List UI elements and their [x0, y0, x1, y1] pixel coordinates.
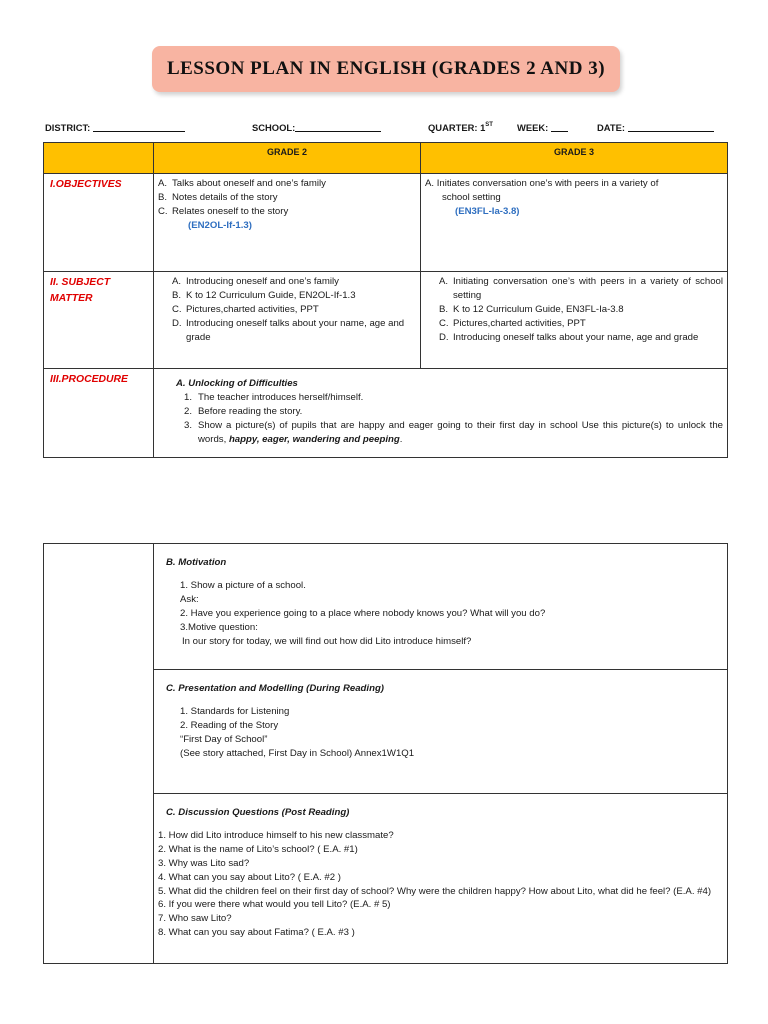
label-column-empty: [44, 544, 154, 964]
week-field[interactable]: [517, 121, 548, 135]
grade3-header: GRADE 3: [421, 143, 728, 174]
list-item: B. Notes details of the story: [158, 191, 278, 203]
list-item: 2. Have you experience going to a place where nobody knows you? What will you do?: [180, 607, 546, 619]
question-item: 3. Why was Lito sad?: [158, 857, 250, 869]
list-item: In our story for today, we will find out how did Lito introduce himself?: [182, 635, 472, 647]
lesson-plan-table-continued: [43, 543, 728, 964]
list-item: A. Initiating conversation one’s with peers in a variety of school setting: [439, 276, 723, 301]
question-item: 2. What is the name of Lito’s school? ( E.A. #1): [158, 843, 358, 855]
objectives-grade3-cell: [421, 174, 728, 272]
info-row: [45, 121, 735, 135]
list-item: A. Initiates conversation one’s with peers in a variety of: [425, 178, 659, 189]
list-item: 1. Standards for Listening: [180, 705, 290, 717]
subject-grade2-cell: [154, 272, 421, 369]
list-item: 1. Show a picture of a school.: [180, 579, 306, 591]
quarter-field: [428, 121, 493, 135]
list-item: C. Pictures,charted activities, PPT: [439, 317, 586, 329]
list-item: “First Day of School”: [180, 733, 268, 745]
school-field[interactable]: [252, 121, 295, 135]
quarter-label: QUARTER: 1: [428, 122, 486, 133]
title-banner: [152, 46, 620, 92]
vocabulary-words: happy, eager, wandering and peeping: [228, 433, 400, 445]
procedure-label: III.PROCEDURE: [44, 369, 154, 458]
week-label: WEEK:: [517, 122, 549, 133]
list-item: D. Introducing oneself talks about your name, age and grade: [172, 317, 405, 343]
list-item: B. K to 12 Curriculum Guide, EN3FL-Ia-3.8: [439, 303, 624, 315]
objectives-label: I.OBJECTIVES: [44, 174, 154, 272]
objectives-grade2-cell: [154, 174, 421, 272]
list-item: A. Introducing oneself and one’s family: [172, 276, 339, 287]
list-item-continued: school setting: [442, 191, 501, 203]
question-item: 6. If you were there what would you tell Lito? (E.A. # 5): [158, 899, 391, 911]
grade2-header: GRADE 2: [154, 143, 421, 174]
list-item: 2. Reading of the Story: [180, 719, 279, 731]
unlocking-heading: A. Unlocking of Difficulties: [176, 378, 298, 389]
district-label: DISTRICT:: [45, 122, 91, 133]
question-item: 5. What did the children feel on their first day of school? Why were the children happy? How about Lito, what did he feel? (E.A. #4): [158, 885, 712, 897]
subject-matter-label: II. SUBJECT MATTER: [44, 272, 154, 369]
question-item: 7. Who saw Lito?: [158, 913, 232, 925]
list-item: A. Talks about oneself and one’s family: [158, 178, 326, 189]
quarter-superscript: ST: [485, 122, 493, 128]
competency-code: (EN3FL-Ia-3.8): [455, 205, 520, 217]
question-item: 8. What can you say about Fatima? ( E.A. #3 ): [158, 927, 355, 939]
motivation-cell: [154, 544, 728, 670]
lesson-plan-table: [43, 142, 728, 458]
district-field[interactable]: [45, 121, 90, 135]
motivation-heading: B. Motivation: [166, 557, 227, 568]
procedure-cell: [154, 369, 728, 458]
list-item: 2. Before reading the story.: [184, 405, 303, 417]
date-field[interactable]: [597, 121, 625, 135]
list-item: 1. The teacher introduces herself/himself.: [184, 391, 364, 403]
list-item: Ask:: [180, 593, 199, 605]
list-item: 3. Show a picture(s) of pupils that are happy and eager going to their first day in school Use this picture(s) to unlock the words, happy, eager, wandering and peeping.: [184, 419, 723, 445]
page-title: LESSON PLAN IN ENGLISH (GRADES 2 AND 3): [166, 58, 606, 80]
list-item: 3.Motive question:: [180, 621, 258, 633]
competency-code: (EN2OL-If-1.3): [188, 219, 252, 231]
list-item: C. Pictures,charted activities, PPT: [172, 303, 319, 315]
school-label: SCHOOL:: [252, 122, 296, 133]
question-item: 4. What can you say about Lito? ( E.A. #2 ): [158, 871, 341, 883]
header-empty-cell: [44, 143, 154, 174]
date-label: DATE:: [597, 122, 625, 133]
list-item: C. Relates oneself to the story: [158, 205, 289, 217]
discussion-heading: C. Discussion Questions (Post Reading): [166, 807, 350, 818]
list-item: D. Introducing oneself talks about your name, age and grade: [439, 331, 699, 343]
subject-grade3-cell: [421, 272, 728, 369]
list-item: (See story attached, First Day in School) Annex1W1Q1: [180, 747, 415, 759]
presentation-heading: C. Presentation and Modelling (During Reading): [166, 683, 384, 694]
presentation-cell: [154, 670, 728, 794]
discussion-cell: [154, 794, 728, 964]
list-item: B. K to 12 Curriculum Guide, EN2OL-If-1.3: [172, 289, 356, 301]
question-item: 1. How did Lito introduce himself to his new classmate?: [158, 829, 394, 841]
